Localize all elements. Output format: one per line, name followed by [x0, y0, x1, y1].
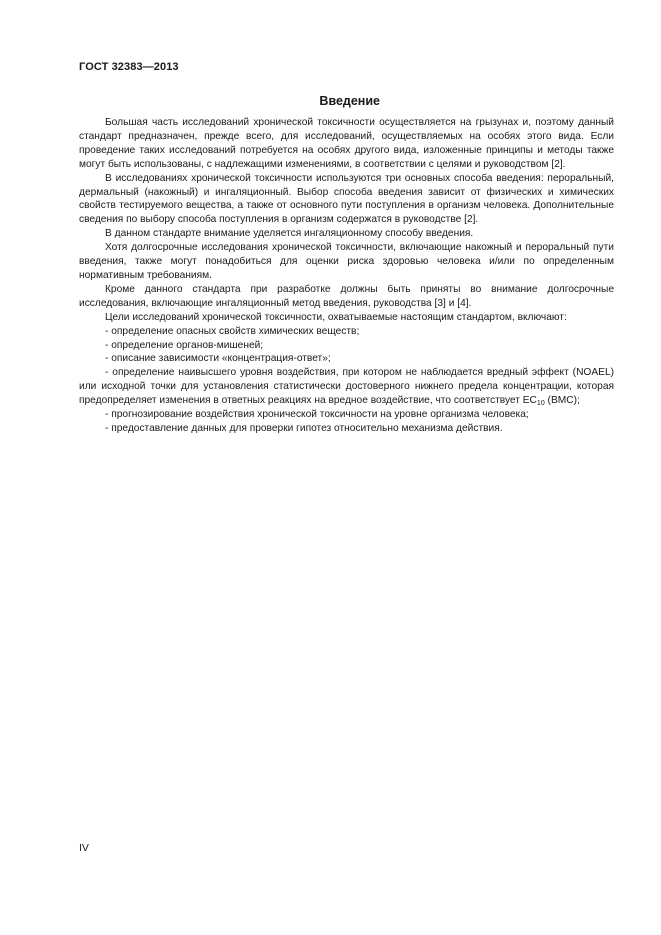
list-item: - прогнозирование воздействия хронической токсичности на уровне организма человека; [105, 409, 529, 421]
paragraph: Большая часть исследований хронической токсичности осуществляется на грызунах и, поэтому данный стандарт предназначен, прежде всего, для исследований, осуществляемых на особях этого вида. Если проведение таких исследований потребуется на особях другого вида, изложенные принципы и методы также могут быть использованы, с надлежащими изменениями, в соответствии с целями и руководством [2]. [79, 117, 614, 170]
list-item [79, 366, 614, 408]
paragraph: Цели исследований хронической токсичности, охватываемые настоящим стандартом, включают: [105, 311, 567, 323]
list-item-text: - определение наивысшего уровня воздействия, при котором не наблюдается вредный эффект (NOAEL) или исходной точки для установления статистически достоверного нижнего предела концентрации, которая предопределяет изменения в ответных реакциях на вредное воздействие, что соответствует EC [79, 367, 614, 407]
paragraph: Кроме данного стандарта при разработке должны быть приняты во внимание долгосрочные исследования, включающие ингаляционный метод введения, руководства [3] и [4]. [79, 283, 614, 309]
ec-suffix: (BMC); [544, 395, 580, 407]
list-item: - определение органов-мишеней; [105, 339, 264, 351]
page-number: IV [79, 842, 89, 854]
list-item: - описание зависимости «концентрация-ответ»; [105, 353, 331, 365]
ec-subscript: 10 [536, 400, 545, 408]
document-body [79, 116, 614, 436]
paragraph: В исследованиях хронической токсичности используются три основных способа введения: пероральный, дермальный (накожный) и ингаляционный. Выбор способа введения зависит от физических и химических свойств тестируемого вещества, а также от основного пути поступления в организм человека. Дополнительные сведения по выбору способа поступления в организм содержатся в руководстве [2]. [79, 172, 614, 226]
paragraph: Хотя долгосрочные исследования хронической токсичности, включающие накожный и пероральный пути введения, также могут понадобиться для оценки риска здоровью человека и/или по определенным нормативным требованиям. [79, 242, 614, 281]
section-title: Введение [319, 94, 380, 108]
list-item: - определение опасных свойств химических веществ; [105, 325, 360, 337]
paragraph: В данном стандарте внимание уделяется ингаляционному способу введения. [105, 228, 474, 240]
section-title-wrapper [79, 92, 614, 110]
document-header: ГОСТ 32383—2013 [79, 61, 179, 73]
list-item: - предоставление данных для проверки гипотез относительно механизма действия. [105, 422, 503, 434]
